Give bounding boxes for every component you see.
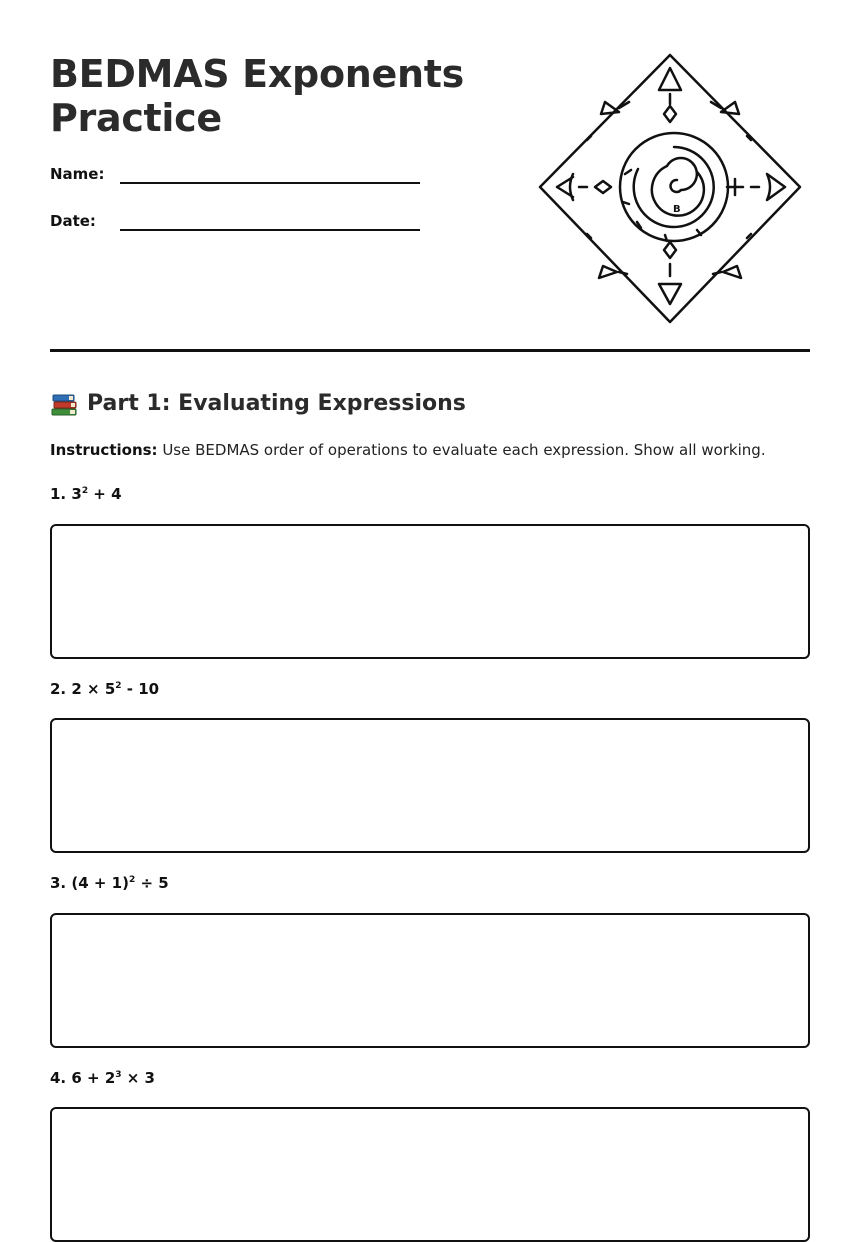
instructions-label: Instructions: xyxy=(50,441,158,459)
books-icon xyxy=(50,391,78,417)
name-line[interactable] xyxy=(120,182,420,184)
title-line-2: Practice xyxy=(50,96,222,140)
question-4-answer-box[interactable] xyxy=(50,1107,810,1242)
instructions-text: Use BEDMAS order of operations to evaluate each expression. Show all working. xyxy=(157,441,766,459)
question-2-answer-box[interactable] xyxy=(50,718,810,853)
page-title xyxy=(50,52,464,140)
date-line[interactable] xyxy=(120,229,420,231)
question-3-label: 3. $(4 + 1)^2 \div 5$ xyxy=(50,874,169,892)
question-1-answer-box[interactable] xyxy=(50,524,810,659)
date-label: Date: xyxy=(50,212,96,230)
question-4-label: 4. $6 + 2^3 \times 3$ xyxy=(50,1069,155,1087)
title-line-1: BEDMAS Exponents xyxy=(50,52,464,96)
kite-diamond-spiral-logo-icon xyxy=(537,52,803,324)
instructions xyxy=(50,441,766,459)
logo-letter: B xyxy=(673,204,681,215)
part1-title: Part 1: Evaluating Expressions xyxy=(87,391,466,416)
question-3-answer-box[interactable] xyxy=(50,913,810,1048)
name-field[interactable] xyxy=(50,165,420,195)
header-divider xyxy=(50,349,810,352)
date-field[interactable] xyxy=(50,212,420,242)
name-label: Name: xyxy=(50,165,105,183)
question-1-label: 1. $3^2 + 4$ xyxy=(50,485,122,503)
question-2-label: 2. $2 \times 5^2 - 10$ xyxy=(50,680,160,698)
